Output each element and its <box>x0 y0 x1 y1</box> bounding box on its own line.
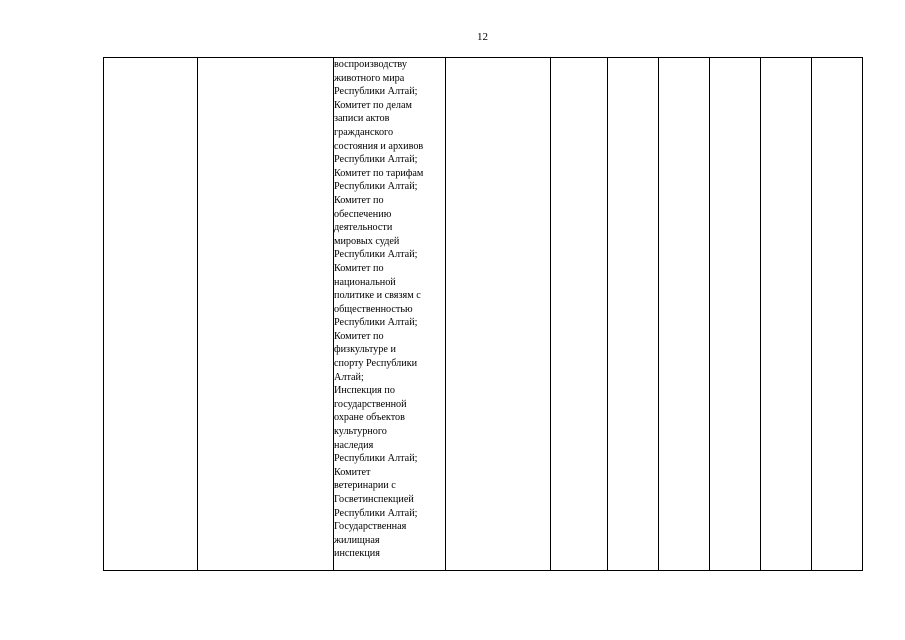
table-cell-6 <box>608 58 659 571</box>
agencies-list-text: воспроизводству животного мира Республики Алтай; Комитет по делам записи актов гражданского состояния и архивов Республики Алтай; Комитет по тарифам Республики Алтай; Комитет по обеспечению деятельности мировых судей Республики Алтай; Комитет по национальной политике и связям с общественностью Республики Алтай; Комитет по физкультуре и спорту Республики Алтай; Инспекция по государственной охране объектов культурного наследия Республики Алтай; Комитет ветеринарии с Госветинспекцией Республики Алтай; Государственная жилищная инспекция <box>334 59 424 560</box>
table-cell-9 <box>761 58 812 571</box>
table-cell-1 <box>104 58 198 571</box>
table-cell-2 <box>198 58 334 571</box>
table-cell-agencies <box>334 58 446 571</box>
table-cell-8 <box>710 58 761 571</box>
table-cell-7 <box>659 58 710 571</box>
table-cell-10 <box>812 58 863 571</box>
table-cell-4 <box>446 58 551 571</box>
page-number: 12 <box>477 31 488 43</box>
document-table <box>103 57 863 571</box>
table-row <box>104 58 863 571</box>
table-cell-5 <box>551 58 608 571</box>
